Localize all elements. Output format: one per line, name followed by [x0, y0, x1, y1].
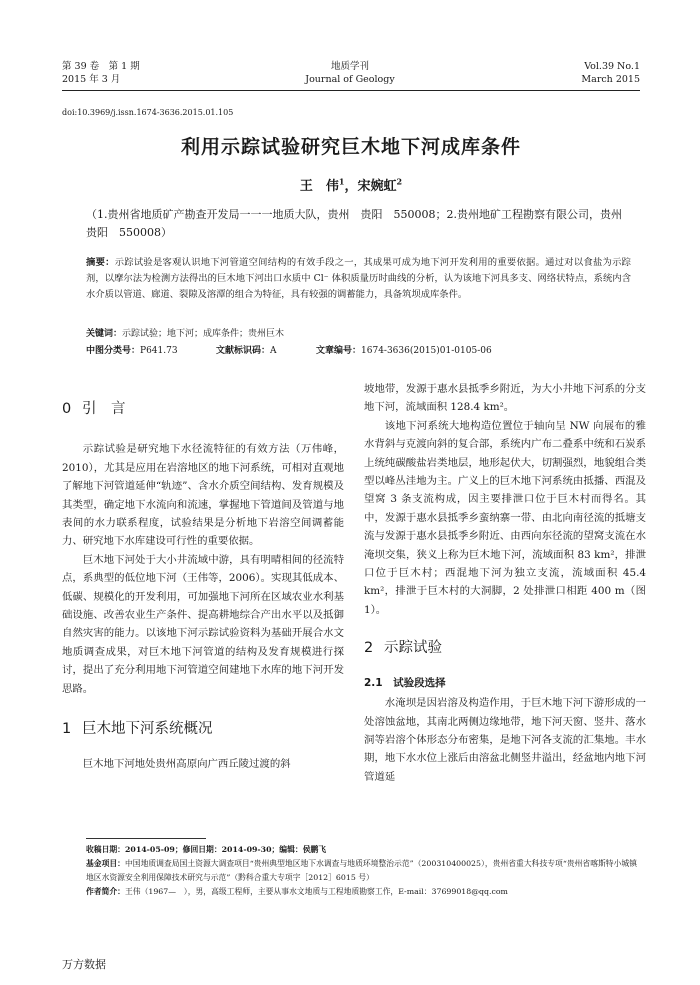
- intro-paragraph-2: 巨木地下河处于大小井流域中游，具有明晴相间的径流特点，系典型的低位地下河（王伟等，2006）。实现其低成本、低碳、规模化的开发利用，可加强地下河所在区域农业水利基础设施、改善农业生产条件、提高耕地综合产出水平以及抵御自然灾害的能力。以该地下河示踪试验资料为基础开展合水文地质调查成果，对巨木地下河管道的结构及发育规模进行探讨，提出了充分利用地下河管道空间建地下水库的地下河开发思路。: [62, 553, 344, 695]
- footnote-author: [86, 885, 641, 899]
- author-2: 宋婉虹: [357, 179, 397, 194]
- fund-text: 中国地质调查局国土资源大调查项目“贵州典型地区地下水调查与地质环境整治示范”（200310400025），贵州省重大科技专项“贵州省喀斯特小城镇地区水资源安全利用保障技术研究与示范”（黔科合重大专项字［2012］6015 号）: [86, 859, 637, 882]
- clc-label: 中图分类号：: [86, 346, 141, 356]
- header-rule: [62, 90, 640, 91]
- journal-header-right: [581, 60, 640, 86]
- footnotes: [86, 843, 641, 899]
- issue-date-en: March 2015: [581, 74, 640, 85]
- art-label: 文章编号：: [316, 346, 362, 356]
- wanfang-watermark: 万方数据: [62, 958, 106, 971]
- section-1-heading: [62, 720, 344, 738]
- volume-issue: 第 39 卷 第 1 期: [62, 61, 140, 72]
- article-title: 利用示踪试验研究巨木地下河成库条件: [180, 136, 521, 158]
- author-bio-label: 作者简介：: [86, 887, 125, 896]
- left-column: [62, 380, 344, 773]
- volume-issue-en: Vol.39 No.1: [584, 61, 640, 72]
- clc-number: [86, 344, 178, 358]
- test-section-paragraph: 水淹坝是因岩溶及构造作用，于巨木地下河下游形成的一处溶蚀盆地，其南北两侧边缘地带，地下河天窗、竖井、落水洞等岩溶个体形态分布密集，是地下河各支流的汇集地。丰水期，地下水水位上涨后由溶盆北侧竖井溢出，经盆地内地下河管道延: [364, 697, 646, 783]
- doc-value: A: [270, 346, 277, 356]
- author-bio-text: 王伟（1967— ），男，高级工程师，主要从事水文地质与工程地质勘察工作，E-mail：37699018@qq.com: [124, 887, 508, 896]
- affiliation: （1.贵州省地质矿产勘查开发局一一一地质大队，贵州 贵阳 550008；2.贵州地矿工程勘察有限公司，贵州 贵阳 550008）: [86, 208, 633, 239]
- art-value: 1674-3636(2015)01-0105-06: [361, 346, 492, 356]
- fund-label: 基金项目：: [86, 859, 125, 868]
- footnote-rule: [86, 838, 206, 839]
- journal-header-left: [62, 60, 140, 86]
- keywords: [86, 327, 284, 341]
- footnote-fund: [86, 857, 641, 885]
- keywords-text: 示踪试验；地下河；成库条件；贵州巨木: [122, 329, 285, 339]
- article-number: [316, 344, 492, 358]
- section-2-title: 示踪试验: [384, 640, 442, 657]
- journal-header-center: [250, 60, 450, 86]
- author-1-sup: 1: [338, 176, 345, 187]
- overview-paragraph-1: 巨木地下河地处贵州高原向广西丘陵过渡的斜: [82, 757, 291, 770]
- subsection-2-1-heading: 2.1 试验段选择: [364, 676, 446, 689]
- issue-date: 2015 年 3 月: [62, 74, 121, 85]
- footnote-dates: 收稿日期：2014-05-09；修回日期：2014-09-30；编辑：侯鹏飞: [86, 845, 327, 854]
- section-2-heading: [364, 639, 646, 657]
- section-1-number: 1: [62, 721, 72, 738]
- author-1: 王 伟: [299, 179, 339, 194]
- abstract-label: 摘要：: [86, 257, 115, 268]
- clc-value: P641.73: [140, 346, 178, 356]
- section-2-number: 2: [364, 640, 374, 657]
- doc-label: 文献标识码：: [216, 346, 271, 356]
- author-2-sup: 2: [396, 176, 403, 187]
- right-column: [364, 380, 646, 786]
- author-sep: ，: [344, 179, 358, 194]
- intro-paragraph-1: 示踪试验是研究地下水径流特征的有效方法（万伟峰，2010），尤其是应用在岩溶地区的地下河系统，可相对直观地了解地下河管道延伸“轨迹”、含水介质空间结构、发育规模及其类型，确定地下水流向和流速，掌握地下管道间及管道与地表间的水力联系程度，试验结果是分析地下岩溶空间调蓄能力、研究地下水库建设可行性的重要依据。: [62, 443, 344, 548]
- overview-paragraph-2: 该地下河系统大地构造位置位于轴向呈 NW 向展布的雅水背斜与克渡向斜的复合部，系统内广布二叠系中统和石炭系上统纯碳酸盐岩类地层，地形起伏大，切割强烈，地貌组合类型以峰丛洼地为主。广义上的巨木地下河系统由抵播、西混及望窝 3 条支流构成，因主要排泄口位于巨木村而得名。其中，发源于惠水县抵季乡蛮纳寨一带、由北向南径流的抵塘支流与发源于惠水县抵季乡附近、由西向东径流的望窝支流在水淹坝交集，狭义上称为巨木地下河，流域面积 83 km²，排泄口位于巨木村；西混地下河为独立支流，流域面积 45.4 km²，排泄于巨木村的大洞脚，2 处排泄口相距 400 m（图 1）。: [364, 419, 646, 616]
- doi: doi:10.3969/j.issn.1674-3636.2015.01.105: [62, 108, 234, 117]
- doc-code: [216, 344, 277, 358]
- abstract: [86, 255, 631, 303]
- overview-paragraph-continued: 坡地带，发源于惠水县抵季乡附近，为大小井地下河系的分支地下河，流域面积 128.4 km²。: [364, 383, 646, 414]
- author-line: [62, 175, 640, 194]
- section-0-heading: [62, 400, 344, 418]
- journal-name-en: Journal of Geology: [305, 74, 395, 85]
- abstract-text: 示踪试验是客观认识地下河管道空间结构的有效手段之一，其成果可成为地下河开发利用的重要依据。通过对以食盐为示踪剂，以摩尔法为检测方法得出的巨木地下河出口水质中 Cl⁻ 体积质量历时曲线的分析，认为该地下河具多支、网络状特点，系统内含水介质以管道、廊道、裂隙及溶潭的组合为特征，具有较强的调蓄能力，具备筑坝成库条件。: [86, 257, 631, 300]
- keywords-label: 关键词：: [86, 329, 123, 339]
- journal-name-cn: 地质学刊: [330, 61, 369, 72]
- section-0-number: 0: [62, 401, 72, 417]
- section-0-title: 引 言: [82, 401, 126, 417]
- section-1-title: 巨木地下河系统概况: [82, 721, 213, 738]
